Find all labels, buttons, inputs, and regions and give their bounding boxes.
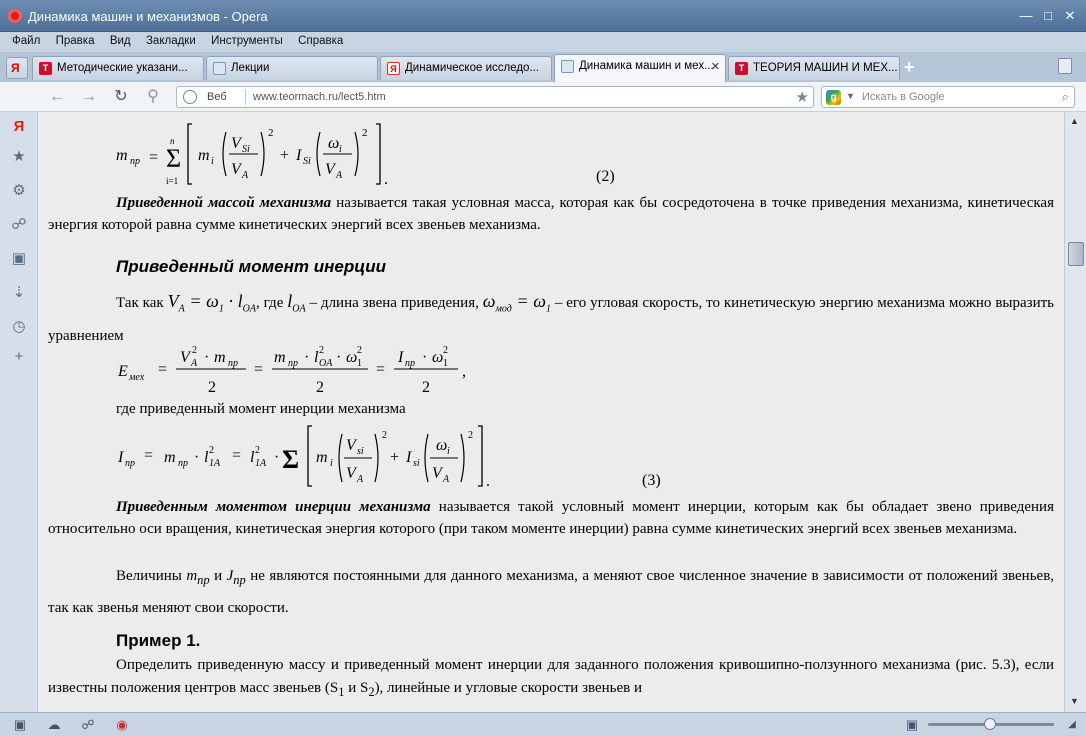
svg-text:2: 2 xyxy=(192,345,197,356)
svg-text:1: 1 xyxy=(443,358,448,369)
svg-text:2: 2 xyxy=(357,345,362,356)
paragraph-reduced-mass xyxy=(48,192,1054,236)
svg-text:OA: OA xyxy=(319,358,333,369)
svg-text:i: i xyxy=(447,446,450,457)
menu-bookmarks[interactable]: Закладки xyxy=(145,35,196,47)
gear-icon[interactable]: ⚙ xyxy=(12,182,26,199)
svg-text:пр: пр xyxy=(178,458,188,469)
yandex-icon[interactable]: Я xyxy=(13,118,25,135)
yandex-icon: Я xyxy=(387,62,400,75)
svg-text:·: · xyxy=(336,349,342,366)
view-icon[interactable]: ▣ xyxy=(905,717,919,732)
menu-edit[interactable]: Правка xyxy=(55,35,95,47)
svg-text:n: n xyxy=(170,136,175,146)
svg-text:A: A xyxy=(357,474,364,485)
svg-text:i: i xyxy=(330,458,333,469)
cloud-icon[interactable]: ☁ xyxy=(47,717,61,732)
svg-text:I: I xyxy=(398,349,404,366)
svg-text:I: I xyxy=(296,147,302,164)
svg-text:Σ: Σ xyxy=(282,445,299,474)
panel-toggle-icon[interactable]: ▣ xyxy=(13,717,27,732)
svg-text:·: · xyxy=(274,449,280,466)
search-box[interactable] xyxy=(821,86,1075,108)
subscript-1: 1 xyxy=(338,685,345,699)
menu-tools[interactable]: Инструменты xyxy=(211,35,283,47)
subscript-pr: пр xyxy=(197,573,210,587)
term-reduced-moment: Приведенным моментом инерции механизма xyxy=(116,499,431,515)
page-content xyxy=(38,112,1064,712)
svg-text:пр: пр xyxy=(228,358,238,369)
svg-text:+: + xyxy=(280,147,290,164)
formula-loa: $l_{OA}$ xyxy=(287,291,306,315)
opera-logo-icon xyxy=(8,9,22,23)
left-sidebar xyxy=(0,112,38,712)
svg-text:ω: ω xyxy=(346,349,358,366)
scroll-up-icon[interactable]: ▲ xyxy=(1070,116,1079,126)
svg-text:2: 2 xyxy=(443,345,448,356)
tab-teoriya[interactable] xyxy=(728,56,900,80)
scroll-thumb[interactable] xyxy=(1068,242,1084,266)
svg-text:V: V xyxy=(231,135,241,152)
maximize-button[interactable]: □ xyxy=(1044,8,1052,23)
add-panel-icon[interactable]: + xyxy=(14,348,24,365)
search-placeholder[interactable]: Искать в Google xyxy=(862,91,945,103)
text-fragment: Величины xyxy=(116,568,182,584)
svg-text:·: · xyxy=(194,449,200,466)
subscript-pr: пр xyxy=(233,573,246,587)
svg-text:=: = xyxy=(254,361,264,378)
svg-text:A: A xyxy=(242,170,249,181)
tab-label: Методические указани... xyxy=(57,62,188,74)
vertical-scrollbar[interactable] xyxy=(1064,112,1086,712)
svg-text:=: = xyxy=(148,149,159,166)
svg-text:V: V xyxy=(346,437,356,454)
paragraph-text: называется такой условный момент инерции, которым как бы обладает звено приведения относительно оси вращения, кинетическая энергия которого (при таком моменте инерции) равна сумме кинетических энергий всех звеньев механизма. xyxy=(48,499,1054,537)
text-fragment: – его угловая скорость, то кинетическую энергию механизма можно выразить уравнением xyxy=(48,295,1054,344)
zoom-slider-knob[interactable] xyxy=(984,718,996,730)
formula-j-pr xyxy=(226,568,246,587)
heading-example: Пример 1. xyxy=(116,631,201,650)
paragraph-example xyxy=(48,654,1054,704)
svg-text:E: E xyxy=(118,363,128,380)
paragraph-text: где приведенный момент инерции механизма xyxy=(116,401,406,417)
svg-text:2: 2 xyxy=(468,430,473,441)
text-fragment: не являются постоянными для данного механизма, а меняют свое численное значение в зависимости от положений звеньев, так как звенья меняют свои скорости. xyxy=(48,568,1055,616)
paragraph-reduced-moment xyxy=(48,496,1054,540)
tab-label: Лекции xyxy=(231,62,270,74)
site-favicon-icon: T xyxy=(735,62,748,75)
equation-number-2: (2) xyxy=(596,168,615,185)
svg-text:m: m xyxy=(116,147,128,164)
note-icon[interactable]: ▣ xyxy=(11,250,27,267)
svg-text:Si: Si xyxy=(242,144,250,155)
text-fragment: ), линейные и угловые скорости звеньев и xyxy=(374,680,643,696)
svg-text:m: m xyxy=(274,349,286,366)
svg-text:=: = xyxy=(144,447,154,464)
svg-text:I: I xyxy=(406,449,412,466)
site-favicon-icon: T xyxy=(39,62,52,75)
svg-text:l: l xyxy=(204,449,209,466)
text-fragment: и xyxy=(214,568,223,584)
yandex-icon: Я xyxy=(11,61,20,75)
svg-text:i: i xyxy=(211,156,214,167)
formula-va: $V_A = \omega_1 \cdot l_{OA}$ xyxy=(167,291,256,315)
svg-text:si: si xyxy=(413,458,420,469)
resize-grip-icon: ◢ xyxy=(1068,719,1076,730)
tab-lekcii[interactable] xyxy=(206,56,378,80)
paragraph-quantities xyxy=(48,562,1054,622)
reload-icon[interactable]: ↻ xyxy=(114,88,128,105)
google-icon[interactable]: g xyxy=(826,90,841,105)
svg-text:V: V xyxy=(346,465,356,482)
zoom-slider[interactable] xyxy=(928,723,1054,726)
svg-text:1A: 1A xyxy=(255,458,267,469)
symbol-j: J xyxy=(226,568,234,584)
star-icon[interactable]: ★ xyxy=(12,148,26,165)
svg-text:.: . xyxy=(384,171,388,188)
svg-text:,: , xyxy=(462,363,466,380)
svg-text:V: V xyxy=(325,161,335,178)
svg-text:2: 2 xyxy=(255,445,260,456)
menu-bar xyxy=(0,32,1086,52)
svg-text:=: = xyxy=(232,447,242,464)
svg-text:пр: пр xyxy=(405,358,415,369)
svg-text:.: . xyxy=(486,473,490,490)
minimize-button[interactable]: — xyxy=(1019,8,1033,23)
forward-icon[interactable]: → xyxy=(81,88,97,105)
window-title: Динамика машин и механизмов - Opera xyxy=(28,9,268,24)
svg-text:I: I xyxy=(118,449,124,466)
svg-text:=: = xyxy=(158,361,168,378)
svg-text:=: = xyxy=(376,361,386,378)
equation-kinetic-energy xyxy=(114,340,534,400)
svg-text:1: 1 xyxy=(357,358,362,369)
svg-text:A: A xyxy=(443,474,450,485)
download-icon[interactable]: ⇣ xyxy=(12,284,26,301)
svg-text:Σ: Σ xyxy=(166,144,182,173)
close-button[interactable]: ✕ xyxy=(1064,8,1076,23)
address-bar[interactable] xyxy=(176,86,814,108)
text-fragment: – длина звена приведения, xyxy=(309,295,479,311)
equation-reduced-moment xyxy=(114,420,534,492)
svg-text:2: 2 xyxy=(316,379,324,396)
svg-text:ω: ω xyxy=(432,349,444,366)
new-tab-button[interactable]: + xyxy=(904,57,915,77)
tab-dinamika-active[interactable] xyxy=(554,54,726,82)
svg-text:V: V xyxy=(432,465,442,482)
svg-text:2: 2 xyxy=(422,379,430,396)
paragraph-where xyxy=(48,398,1054,420)
svg-text:si: si xyxy=(357,446,364,457)
svg-text:m: m xyxy=(316,449,328,466)
tab-bar xyxy=(0,52,1086,82)
formula-m-pr xyxy=(186,568,210,587)
equation-number-3: (3) xyxy=(642,472,661,489)
chevron-down-icon[interactable]: ▼ xyxy=(846,91,855,101)
navigation-bar xyxy=(0,82,1086,112)
unite-icon[interactable]: ☍ xyxy=(81,717,95,732)
back-icon[interactable]: ← xyxy=(49,88,65,105)
title-bar xyxy=(0,0,1086,32)
address-url[interactable]: www.teormach.ru/lect5.htm xyxy=(253,91,386,103)
formula-omega: $\omega_{мод} = \omega_1$ xyxy=(482,291,551,315)
svg-text:1A: 1A xyxy=(209,458,221,469)
svg-text:Si: Si xyxy=(303,156,311,167)
heading-reduced-moment: Приведенный момент инерции xyxy=(116,257,386,276)
document-icon xyxy=(561,60,574,73)
svg-text:i=1: i=1 xyxy=(166,176,179,186)
svg-text:i: i xyxy=(339,144,342,155)
svg-text:m: m xyxy=(164,449,176,466)
turbo-icon[interactable]: ◉ xyxy=(116,717,128,732)
svg-text:пр: пр xyxy=(288,358,298,369)
paragraph-text: называется такая условная масса, которая как бы сосредоточена в точке приведения механизма, кинетическая энергия которой равна сумме кинетических энергий всех звеньев механизма. xyxy=(48,195,1054,233)
paragraph-text: Определить приведенную массу и приведенный момент инерции для заданного положения кривошипно-ползунного механизма (рис. 5.3), если известны положения центров масс звеньев (S xyxy=(48,657,1054,696)
status-bar xyxy=(0,712,1086,736)
tab-label: Динамическое исследо... xyxy=(405,62,540,74)
close-tab-icon[interactable]: ✕ xyxy=(710,61,720,73)
tab-label: Динамика машин и мех... xyxy=(579,60,714,72)
svg-text:ω: ω xyxy=(436,437,448,454)
globe-icon xyxy=(183,90,197,104)
address-scheme-label: Веб xyxy=(207,91,227,103)
svg-text:+: + xyxy=(390,449,400,466)
svg-text:пр: пр xyxy=(125,458,135,469)
svg-text:пр: пр xyxy=(130,156,140,167)
svg-text:·: · xyxy=(422,349,428,366)
equation-reduced-mass xyxy=(108,114,438,190)
menu-file[interactable]: Файл xyxy=(12,35,41,47)
svg-text:2: 2 xyxy=(319,345,324,356)
svg-text:2: 2 xyxy=(208,379,216,396)
svg-text:·: · xyxy=(204,349,210,366)
bookmark-star-icon[interactable]: ★ xyxy=(795,89,809,106)
svg-text:ω: ω xyxy=(328,135,340,152)
history-clock-icon[interactable]: ◷ xyxy=(12,318,26,335)
share-icon[interactable]: ☍ xyxy=(11,216,27,233)
svg-text:2: 2 xyxy=(382,430,387,441)
svg-text:l: l xyxy=(314,349,319,366)
term-reduced-mass: Приведенной массой механизма xyxy=(116,195,332,211)
text-fragment: и S xyxy=(344,680,369,696)
menu-view[interactable]: Вид xyxy=(109,35,131,47)
key-icon[interactable]: ⚲ xyxy=(147,88,159,105)
svg-text:V: V xyxy=(231,161,241,178)
svg-text:A: A xyxy=(336,170,343,181)
svg-text:m: m xyxy=(198,147,210,164)
scroll-down-icon[interactable]: ▼ xyxy=(1070,696,1079,706)
svg-text:m: m xyxy=(214,349,226,366)
tab-dinamicheskoe[interactable] xyxy=(380,56,552,80)
address-separator xyxy=(245,89,246,105)
subscript-2: 2 xyxy=(368,685,375,699)
menu-help[interactable]: Справка xyxy=(298,35,344,47)
svg-text:2: 2 xyxy=(362,127,368,139)
pinned-tab-yandex[interactable] xyxy=(6,57,28,79)
svg-text:·: · xyxy=(304,349,310,366)
svg-text:2: 2 xyxy=(268,127,274,139)
symbol-m: m xyxy=(186,568,198,584)
trash-icon[interactable] xyxy=(1058,58,1072,74)
svg-text:V: V xyxy=(180,349,190,366)
svg-text:мех: мех xyxy=(129,372,145,383)
tab-metodicheskie[interactable] xyxy=(32,56,204,80)
text-fragment: , где xyxy=(256,295,284,311)
tab-label: ТЕОРИЯ МАШИН И МЕХ... xyxy=(753,62,898,74)
svg-text:2: 2 xyxy=(209,445,214,456)
search-icon[interactable]: ⌕ xyxy=(1061,89,1069,104)
svg-text:l: l xyxy=(250,449,255,466)
text-fragment: Так как xyxy=(116,295,164,311)
document-icon xyxy=(213,62,226,75)
svg-text:A: A xyxy=(191,358,198,369)
